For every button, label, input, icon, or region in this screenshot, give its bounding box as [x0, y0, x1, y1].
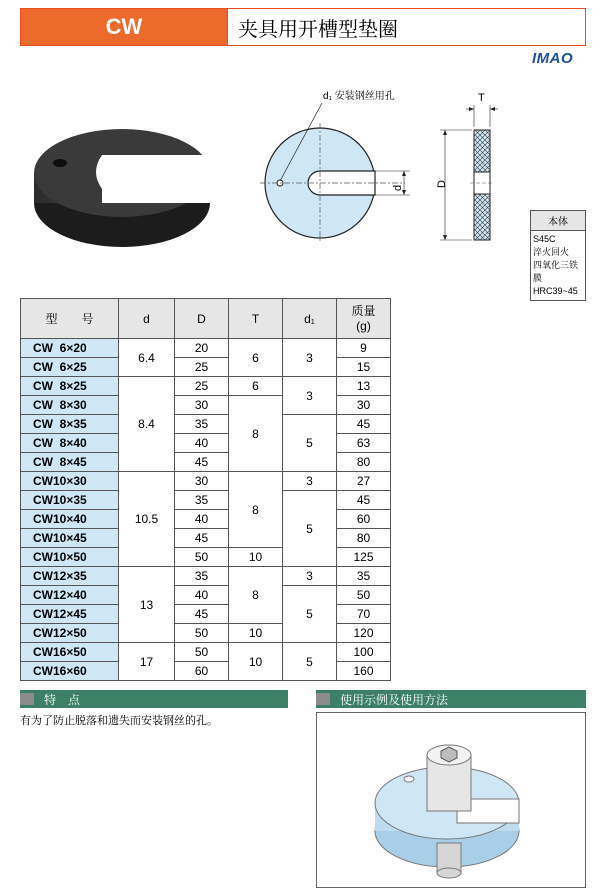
usage-illustration — [317, 713, 585, 887]
table-row — [21, 339, 391, 358]
material-line: S45C — [533, 234, 556, 244]
product-code: CW — [21, 9, 227, 45]
mass-cell: 13 — [337, 377, 391, 396]
mass-cell: 9 — [337, 339, 391, 358]
T-cell: 8 — [229, 567, 283, 624]
side-view — [440, 105, 498, 240]
T-cell: 10 — [229, 548, 283, 567]
model-cell: CW10×45 — [21, 529, 119, 548]
col-model: 型 号 — [21, 299, 119, 339]
mass-cell: 45 — [337, 415, 391, 434]
model-cell: CW 8×35 — [21, 415, 119, 434]
table-row — [21, 491, 391, 510]
table-row — [21, 643, 391, 662]
D-cell: 35 — [175, 567, 229, 586]
D-cell: 50 — [175, 624, 229, 643]
col-D: D — [175, 299, 229, 339]
model-cell: CW 6×25 — [21, 358, 119, 377]
D-cell: 20 — [175, 339, 229, 358]
material-body — [531, 231, 585, 300]
material-header: 本体 — [531, 211, 585, 231]
T-cell: 8 — [229, 472, 283, 548]
mass-cell: 50 — [337, 586, 391, 605]
features-text: 有为了防止脱落和遗失而安装钢丝的孔。 — [20, 715, 218, 727]
D-cell: 25 — [175, 358, 229, 377]
col-d: d — [119, 299, 175, 339]
brand-logo: IMAO — [532, 50, 574, 67]
mass-cell: 60 — [337, 510, 391, 529]
T-cell: 8 — [229, 396, 283, 472]
D-cell: 30 — [175, 472, 229, 491]
dim-D-label: D — [436, 180, 448, 188]
D-cell: 30 — [175, 396, 229, 415]
table-row — [21, 415, 391, 434]
material-box — [530, 210, 586, 301]
D-cell: 60 — [175, 662, 229, 681]
washer-photo — [34, 129, 210, 247]
features-bar — [20, 690, 288, 708]
section-marker — [20, 693, 34, 705]
d1-cell: 5 — [283, 643, 337, 681]
product-title: 夹具用开槽型垫圈 — [227, 9, 585, 45]
D-cell: 35 — [175, 491, 229, 510]
D-cell: 50 — [175, 548, 229, 567]
usage-title: 使用示例及使用方法 — [340, 692, 449, 707]
D-cell: 40 — [175, 434, 229, 453]
model-cell: CW 8×45 — [21, 453, 119, 472]
model-cell: CW10×35 — [21, 491, 119, 510]
section-marker — [316, 693, 330, 705]
mass-cell: 27 — [337, 472, 391, 491]
d-cell: 6.4 — [119, 339, 175, 377]
model-cell: CW16×60 — [21, 662, 119, 681]
d1-cell: 3 — [283, 339, 337, 377]
model-cell: CW 8×25 — [21, 377, 119, 396]
mass-cell: 125 — [337, 548, 391, 567]
model-cell: CW 8×30 — [21, 396, 119, 415]
D-cell: 45 — [175, 453, 229, 472]
model-cell: CW16×50 — [21, 643, 119, 662]
d1-cell: 3 — [283, 377, 337, 415]
D-cell: 45 — [175, 605, 229, 624]
mass-cell: 15 — [337, 358, 391, 377]
model-cell: CW 6×20 — [21, 339, 119, 358]
mass-cell: 45 — [337, 491, 391, 510]
mass-cell: 70 — [337, 605, 391, 624]
product-header — [20, 8, 586, 46]
model-cell: CW12×45 — [21, 605, 119, 624]
usage-illustration-box — [316, 712, 586, 888]
mass-cell: 160 — [337, 662, 391, 681]
col-d1: d₁ — [283, 299, 337, 339]
table-row — [21, 586, 391, 605]
D-cell: 40 — [175, 510, 229, 529]
mass-cell: 63 — [337, 434, 391, 453]
d1-cell: 5 — [283, 586, 337, 643]
mass-cell: 120 — [337, 624, 391, 643]
features-title: 特 点 — [44, 692, 81, 707]
usage-bar — [316, 690, 586, 708]
dim-d-label: d — [392, 184, 404, 191]
T-cell: 6 — [229, 377, 283, 396]
model-cell: CW10×30 — [21, 472, 119, 491]
T-cell: 10 — [229, 624, 283, 643]
D-cell: 45 — [175, 529, 229, 548]
D-cell: 35 — [175, 415, 229, 434]
D-cell: 25 — [175, 377, 229, 396]
front-view — [260, 103, 410, 243]
mass-cell: 35 — [337, 567, 391, 586]
dim-T-label: T — [478, 92, 485, 104]
table-row — [21, 567, 391, 586]
col-T: T — [229, 299, 283, 339]
material-line: 四氧化三铁膜 — [533, 260, 579, 283]
spec-table — [20, 298, 391, 681]
d1-cell: 3 — [283, 472, 337, 491]
model-cell: CW 8×40 — [21, 434, 119, 453]
d1-cell: 3 — [283, 567, 337, 586]
mass-cell: 100 — [337, 643, 391, 662]
table-header-row — [21, 299, 391, 339]
product-drawings — [30, 85, 570, 290]
mass-cell: 80 — [337, 453, 391, 472]
mass-cell: 80 — [337, 529, 391, 548]
d-cell: 13 — [119, 567, 175, 643]
d-cell: 8.4 — [119, 377, 175, 472]
model-cell: CW12×50 — [21, 624, 119, 643]
model-cell: CW12×35 — [21, 567, 119, 586]
d-cell: 10.5 — [119, 472, 175, 567]
d1-cell: 5 — [283, 415, 337, 472]
material-line: HRC39~45 — [533, 286, 578, 296]
T-cell: 10 — [229, 643, 283, 681]
mass-cell: 30 — [337, 396, 391, 415]
model-cell: CW10×40 — [21, 510, 119, 529]
T-cell: 6 — [229, 339, 283, 377]
hole-label: d₁ 安装钢丝用孔 — [323, 91, 395, 102]
col-mass: 质量 (g) — [337, 299, 391, 339]
model-cell: CW10×50 — [21, 548, 119, 567]
d-cell: 17 — [119, 643, 175, 681]
table-row — [21, 377, 391, 396]
D-cell: 50 — [175, 643, 229, 662]
D-cell: 40 — [175, 586, 229, 605]
model-cell: CW12×40 — [21, 586, 119, 605]
material-line: 淬火回火 — [533, 247, 570, 257]
table-row — [21, 472, 391, 491]
d1-cell: 5 — [283, 491, 337, 567]
